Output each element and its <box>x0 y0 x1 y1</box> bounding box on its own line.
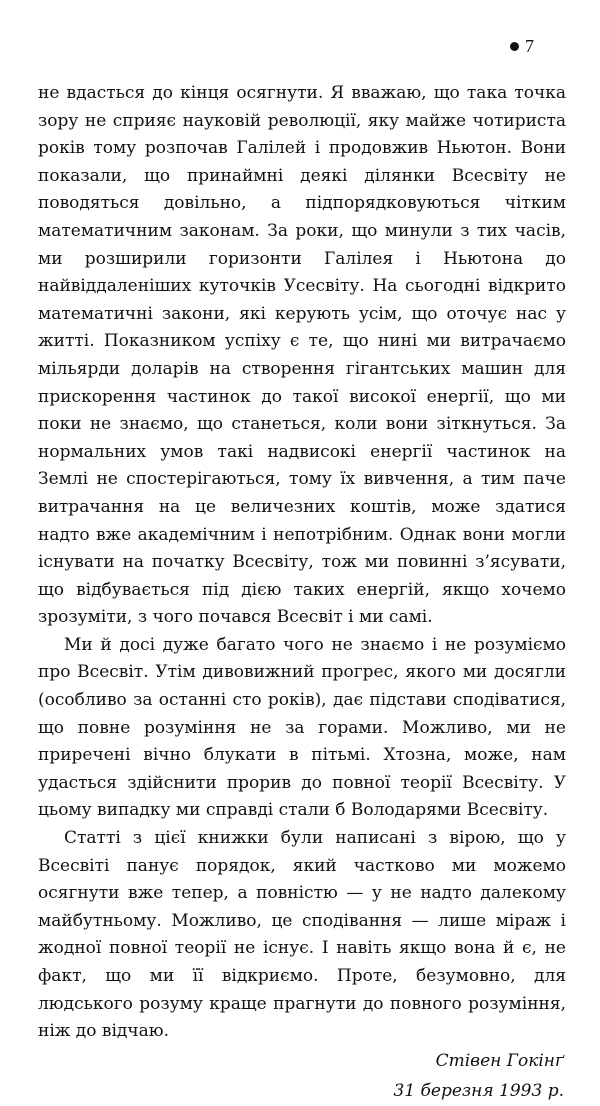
signature-date: 31 березня 1993 р. <box>393 1080 564 1101</box>
signature-author: Стівен Гокінґ <box>435 1050 564 1071</box>
page-number: 7 <box>525 36 534 56</box>
main-text <box>38 80 566 1106</box>
paragraph-2: Ми й досі дуже багато чого не знаємо і не розуміємо про Всесвіт. Утім дивовижний прогрес, якого ми досягли (особливо за останні сто років), дає підстави сподіватися, що повне розуміння не за горами. Можливо, ми не приречені вічно блукати в пітьмі. Хтозна, може, нам удасться здійснити прорив до повної теорії Всесвіту. У цьому випадку ми справді стали б Володарями Всесвіту. <box>38 634 566 821</box>
signature-block <box>38 1046 566 1106</box>
paragraph-1: не вдасться до кінця осягнути. Я вважаю, що така точка зору не сприяє науковій революції, яку майже чотириста років тому розпочав Галілей і продовжив Ньютон. Вони показали, що принаймні деякі ділянки Всесвіту не поводяться довільно, а підпорядковуються чітким математичним законам. За роки, що минули з тих часів, ми розширили горизонти Галілея і Ньютона до найвіддаленіших куточків Усесвіту. На сьогодні відкрито математичні закони, які керують усім, що оточує нас у житті. Показником успіху є те, що нині ми витрачаємо мільярди доларів на створення гігантських машин для прискорення частинок до такої високої енергії, що ми поки не знаємо, що станеться, коли вони зіткнуться. За нормальних умов такі надвисокі енергії частинок на Землі не спостерігаються, тому їх вивчення, а тим паче витрачання на це величезних коштів, може здатися надто вже академічним і непотрібним. Однак вони могли існувати на початку Всесвіту, тож ми повинні з’ясувати, що відбувається під дією таких енергій, якщо хочемо зрозуміти, з чого почався Всесвіт і ми самі. <box>38 83 566 628</box>
paragraph-3: Статті з цієї книжки були написані з вірою, що у Всесвіті панує порядок, який частково ми можемо осягнути вже тепер, а повністю — у не надто далекому майбутньому. Можливо, це сподівання — лише міраж і жодної повної теорії не існує. І навіть якщо вона й є, не факт, що ми її відкриємо. Проте, безумовно, для людського розуму краще прагнути до повного розуміння, ніж до відчаю. <box>38 828 566 1042</box>
bullet-icon <box>510 42 519 51</box>
page-header <box>510 36 534 57</box>
